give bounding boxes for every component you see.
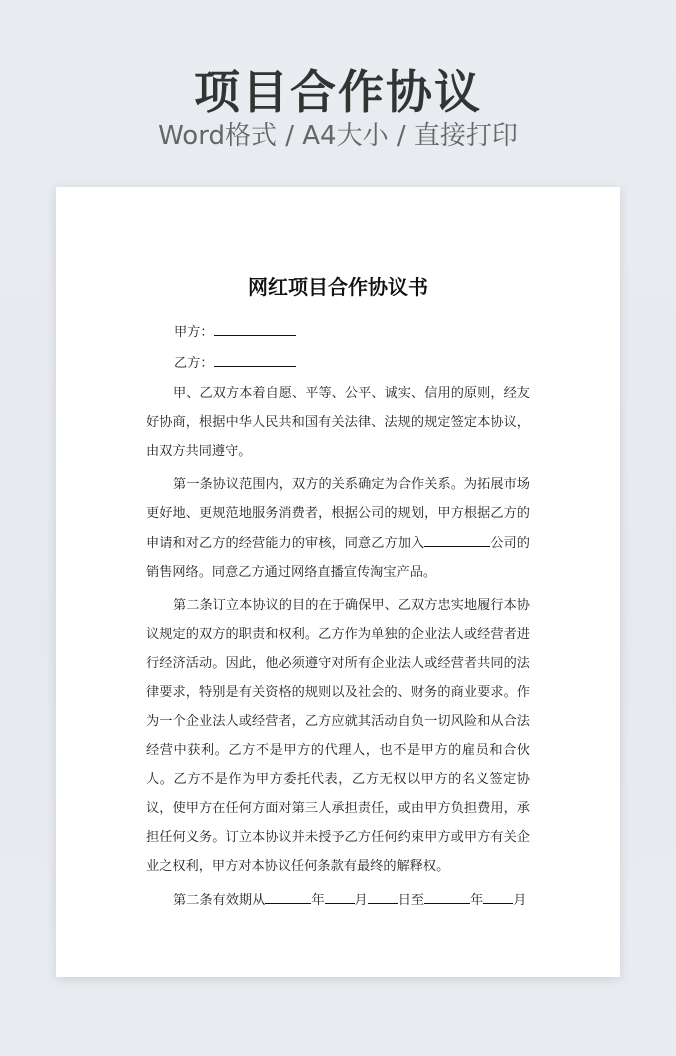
party-b-line	[146, 348, 530, 378]
page-title: 项目合作协议	[194, 65, 482, 119]
start-month-label: 月	[354, 893, 368, 908]
end-year-label: 年	[470, 893, 484, 908]
party-a-line	[146, 317, 530, 347]
document-body	[146, 317, 530, 915]
start-month-blank	[325, 885, 355, 904]
end-year-blank	[424, 885, 470, 904]
start-year-label: 年	[311, 893, 325, 908]
clause-2-paragraph: 第二条订立本协议的目的在于确保甲、乙双方忠实地履行本协议规定的双方的职责和权利。乙方作为单独的企业法人或经营者进行经济活动。因此，他必须遵守对所有企业法人或经营者共同的法律要求，特别是有关资格的规则以及社会的、财务的商业要求。作为一个企业法人或经营者，乙方应就其活动自负一切风险和从合法经营中获利。乙方不是甲方的代理人，也不是甲方的雇员和合伙人。乙方不是作为甲方委托代表，乙方无权以甲方的名义签定协议，使甲方在任何方面对第三人承担责任，或由甲方负担费用，承担任何义务。订立本协议并未授予乙方任何约束甲方或甲方有关企业之权利，甲方对本协议任何条款有最终的解释权。	[146, 598, 530, 874]
party-a-blank	[214, 317, 296, 336]
clause-3-paragraph	[146, 885, 530, 915]
end-month-blank	[483, 885, 513, 904]
company-blank	[424, 528, 490, 547]
party-b-blank	[214, 348, 296, 367]
clause-1-paragraph	[146, 470, 530, 587]
start-year-blank	[265, 885, 311, 904]
document-paper	[56, 187, 620, 977]
start-day-label: 日至	[397, 893, 425, 908]
end-month-label: 月	[513, 893, 527, 908]
party-a-label: 甲方：	[174, 325, 214, 340]
start-day-blank	[368, 885, 398, 904]
clause-1-text-before: 第一条协议范围内，双方的关系确定为合作关系。为拓展市场更好地、更规范地服务消费者，根据公司的规划，甲方根据乙方的申请和对乙方的经营能力的审核，同意乙方加入	[146, 477, 530, 551]
document-title: 网红项目合作协议书	[248, 275, 428, 299]
intro-paragraph: 甲、乙双方本着自愿、平等、公平、诚实、信用的原则，经友好协商，根据中华人民共和国有关法律、法规的规定签定本协议，由双方共同遵守。	[146, 386, 530, 459]
page-subtitle: Word格式 / A4大小 / 直接打印	[158, 121, 518, 151]
party-b-label: 乙方：	[174, 356, 214, 371]
clause-3-prefix: 第二条有效期从	[173, 893, 266, 908]
clause-1-text-after: 公司的销售网络。同意乙方通过网络直播宣传淘宝产品。	[146, 536, 530, 580]
